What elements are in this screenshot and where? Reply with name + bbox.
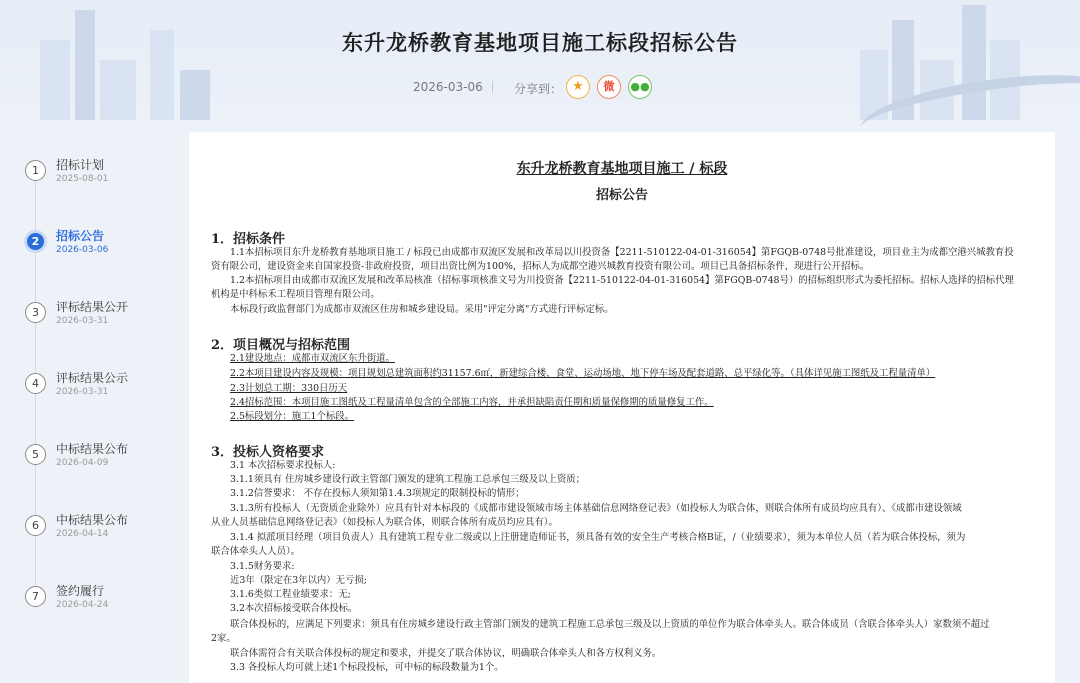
paragraph-line: 联合体牵头人人员）。: [211, 546, 301, 557]
timeline-step-5[interactable]: [20, 434, 170, 474]
step-label: 中标结果公布: [56, 513, 129, 527]
content-card: [189, 132, 1055, 683]
paragraph-line: 2.5标段划分：施工1个标段。: [230, 411, 355, 422]
paragraph-line: 本标段行政监督部门为成都市双流区住房和城乡建设局。采用"评定分离"方式进行评标定标。: [230, 304, 614, 315]
paragraph-line: 联合体需符合有关联合体投标的规定和要求，并提交了联合体协议，明确联合体牵头人和各方权利义务。: [230, 648, 662, 659]
process-timeline: [20, 150, 170, 683]
step-label: 评标结果公开: [56, 300, 129, 314]
step-number: 7: [25, 586, 46, 607]
step-number: 4: [25, 373, 46, 394]
step-number: 6: [25, 515, 46, 536]
meta-bar: [0, 74, 1080, 100]
paragraph-line: 3.1.1须具有 住房城乡建设行政主管部门颁发的建筑工程施工总承包三级及以上资质；: [230, 474, 585, 485]
document-subtitle: 招标公告: [595, 188, 648, 203]
step-label: 招标公告: [56, 229, 105, 243]
star-icon[interactable]: ★: [566, 75, 590, 99]
step-date: 2026-03-06: [56, 245, 109, 255]
step-date: 2025-08-01: [56, 174, 109, 184]
paragraph-line: 2.4招标范围：本项目施工图纸及工程量清单包含的全部施工内容，并承担缺陷责任期和质量保修期的质量修复工作。: [230, 397, 714, 408]
paragraph-line: 3.2本次招标接受联合体投标。: [230, 603, 358, 614]
step-number: 3: [25, 302, 46, 323]
timeline-step-6[interactable]: [20, 505, 170, 545]
step-number: 5: [25, 444, 46, 465]
paragraph-line: 2.2本项目建设内容及规模：项目规划总建筑面积约31157.6㎡，新建综合楼、食堂、运动场地、地下停车场及配套道路、总平绿化等。（具体详见施工图纸及工程量清单）: [230, 368, 936, 379]
section-heading: 1．招标条件: [211, 232, 286, 247]
paragraph-line: 机构是中科标禾工程项目管理有限公司。: [211, 289, 380, 300]
publish-date: 2026-03-06: [413, 80, 483, 94]
step-date: 2026-04-14: [56, 529, 109, 539]
document-title: 东升龙桥教育基地项目施工 / 标段: [516, 161, 728, 177]
step-date: 2026-03-31: [56, 316, 109, 326]
timeline-step-3[interactable]: [20, 292, 170, 332]
paragraph-line: 近3年（限定在3年以内）无亏损;: [230, 575, 367, 586]
paragraph-line: 1.1本招标项目东升龙桥教育基地项目施工 / 标段已由成都市双流区发展和改革局以川投资备【2211-510122-04-01-316054】第FGQB-0748号批准建设，项目业主为成都空港兴城教育投: [230, 247, 1014, 258]
section-heading: 3．投标人资格要求: [211, 445, 325, 460]
paragraph-line: 2家。: [211, 633, 236, 644]
section-heading: 2．项目概况与招标范围: [211, 338, 351, 353]
step-label: 评标结果公示: [56, 371, 129, 385]
share-label: 分享到：: [514, 82, 563, 96]
timeline-step-1[interactable]: [20, 150, 170, 190]
divider: [492, 81, 493, 93]
paragraph-line: 3.1.6类似工程业绩要求：无;: [230, 589, 351, 600]
step-label: 中标结果公布: [56, 442, 129, 456]
step-date: 2026-04-24: [56, 600, 109, 610]
step-label: 招标计划: [56, 158, 105, 172]
step-date: 2026-04-09: [56, 458, 109, 468]
timeline-step-7[interactable]: [20, 576, 170, 616]
paragraph-line: 联合体投标的，应满足下列要求：须具有住房城乡建设行政主管部门颁发的建筑工程施工总承包三级及以上资质的单位作为联合体牵头人。联合体成员（含联合体牵头人）家数须不超过: [230, 619, 990, 630]
paragraph-line: 2.1建设地点：成都市双流区东升街道。: [230, 353, 395, 364]
page-title: 东升龙桥教育基地项目施工标段招标公告: [342, 31, 738, 55]
step-date: 2026-03-31: [56, 387, 109, 397]
paragraph-line: 资有限公司，建设资金来自国家投资-非政府投资，项目出资比例为100%，招标人为成都空港兴城教育投资有限公司。项目已具备招标条件，现进行公开招标。: [211, 261, 870, 272]
step-number: 2: [24, 230, 47, 253]
paragraph-line: 3.1.3所有投标人（无资质企业除外）应具有针对本标段的《成都市建设领域市场主体基础信息网络登记表》（如投标人为联合体，则联合体所有成员均应具有）、《成都市建设领域: [230, 503, 962, 514]
wechat-icon[interactable]: ●●: [628, 75, 652, 99]
paragraph-line: 3.1.2信誉要求： 不存在投标人须知第1.4.3项规定的限制投标的情形；: [230, 488, 525, 499]
step-number: 1: [25, 160, 46, 181]
paragraph-line: 3.1.4 拟派项目经理（项目负责人）具有建筑工程专业二级或以上注册建造师证书，须具备有效的安全生产考核合格B证，/（业绩要求），须为本单位人员（若为联合体投标，须为: [230, 532, 966, 543]
paragraph-line: 1.2本招标项目由成都市双流区发展和改革局核准（招标事项核准文号为川投资备【2211-510122-04-01-316054】第FGQB-0748号）的招标组织形式为委托招标。招标人选择的招标代理: [230, 275, 1014, 286]
timeline-step-2[interactable]: [20, 221, 170, 261]
paragraph-line: 3.1 本次招标要求投标人:: [230, 460, 336, 471]
timeline-step-4[interactable]: [20, 363, 170, 403]
paragraph-line: 3.3 各投标人均可就上述1个标段投标，可中标的标段数量为1个。: [230, 662, 504, 673]
paragraph-line: 3.1.5财务要求:: [230, 561, 295, 572]
paragraph-line: 2.3计划总工期：330日历天: [230, 383, 348, 394]
paragraph-line: 从业人员基础信息网络登记表》（如投标人为联合体，则联合体所有成员均应具有）。: [211, 517, 558, 528]
step-label: 签约履行: [56, 584, 105, 598]
weibo-icon[interactable]: 微: [597, 75, 621, 99]
